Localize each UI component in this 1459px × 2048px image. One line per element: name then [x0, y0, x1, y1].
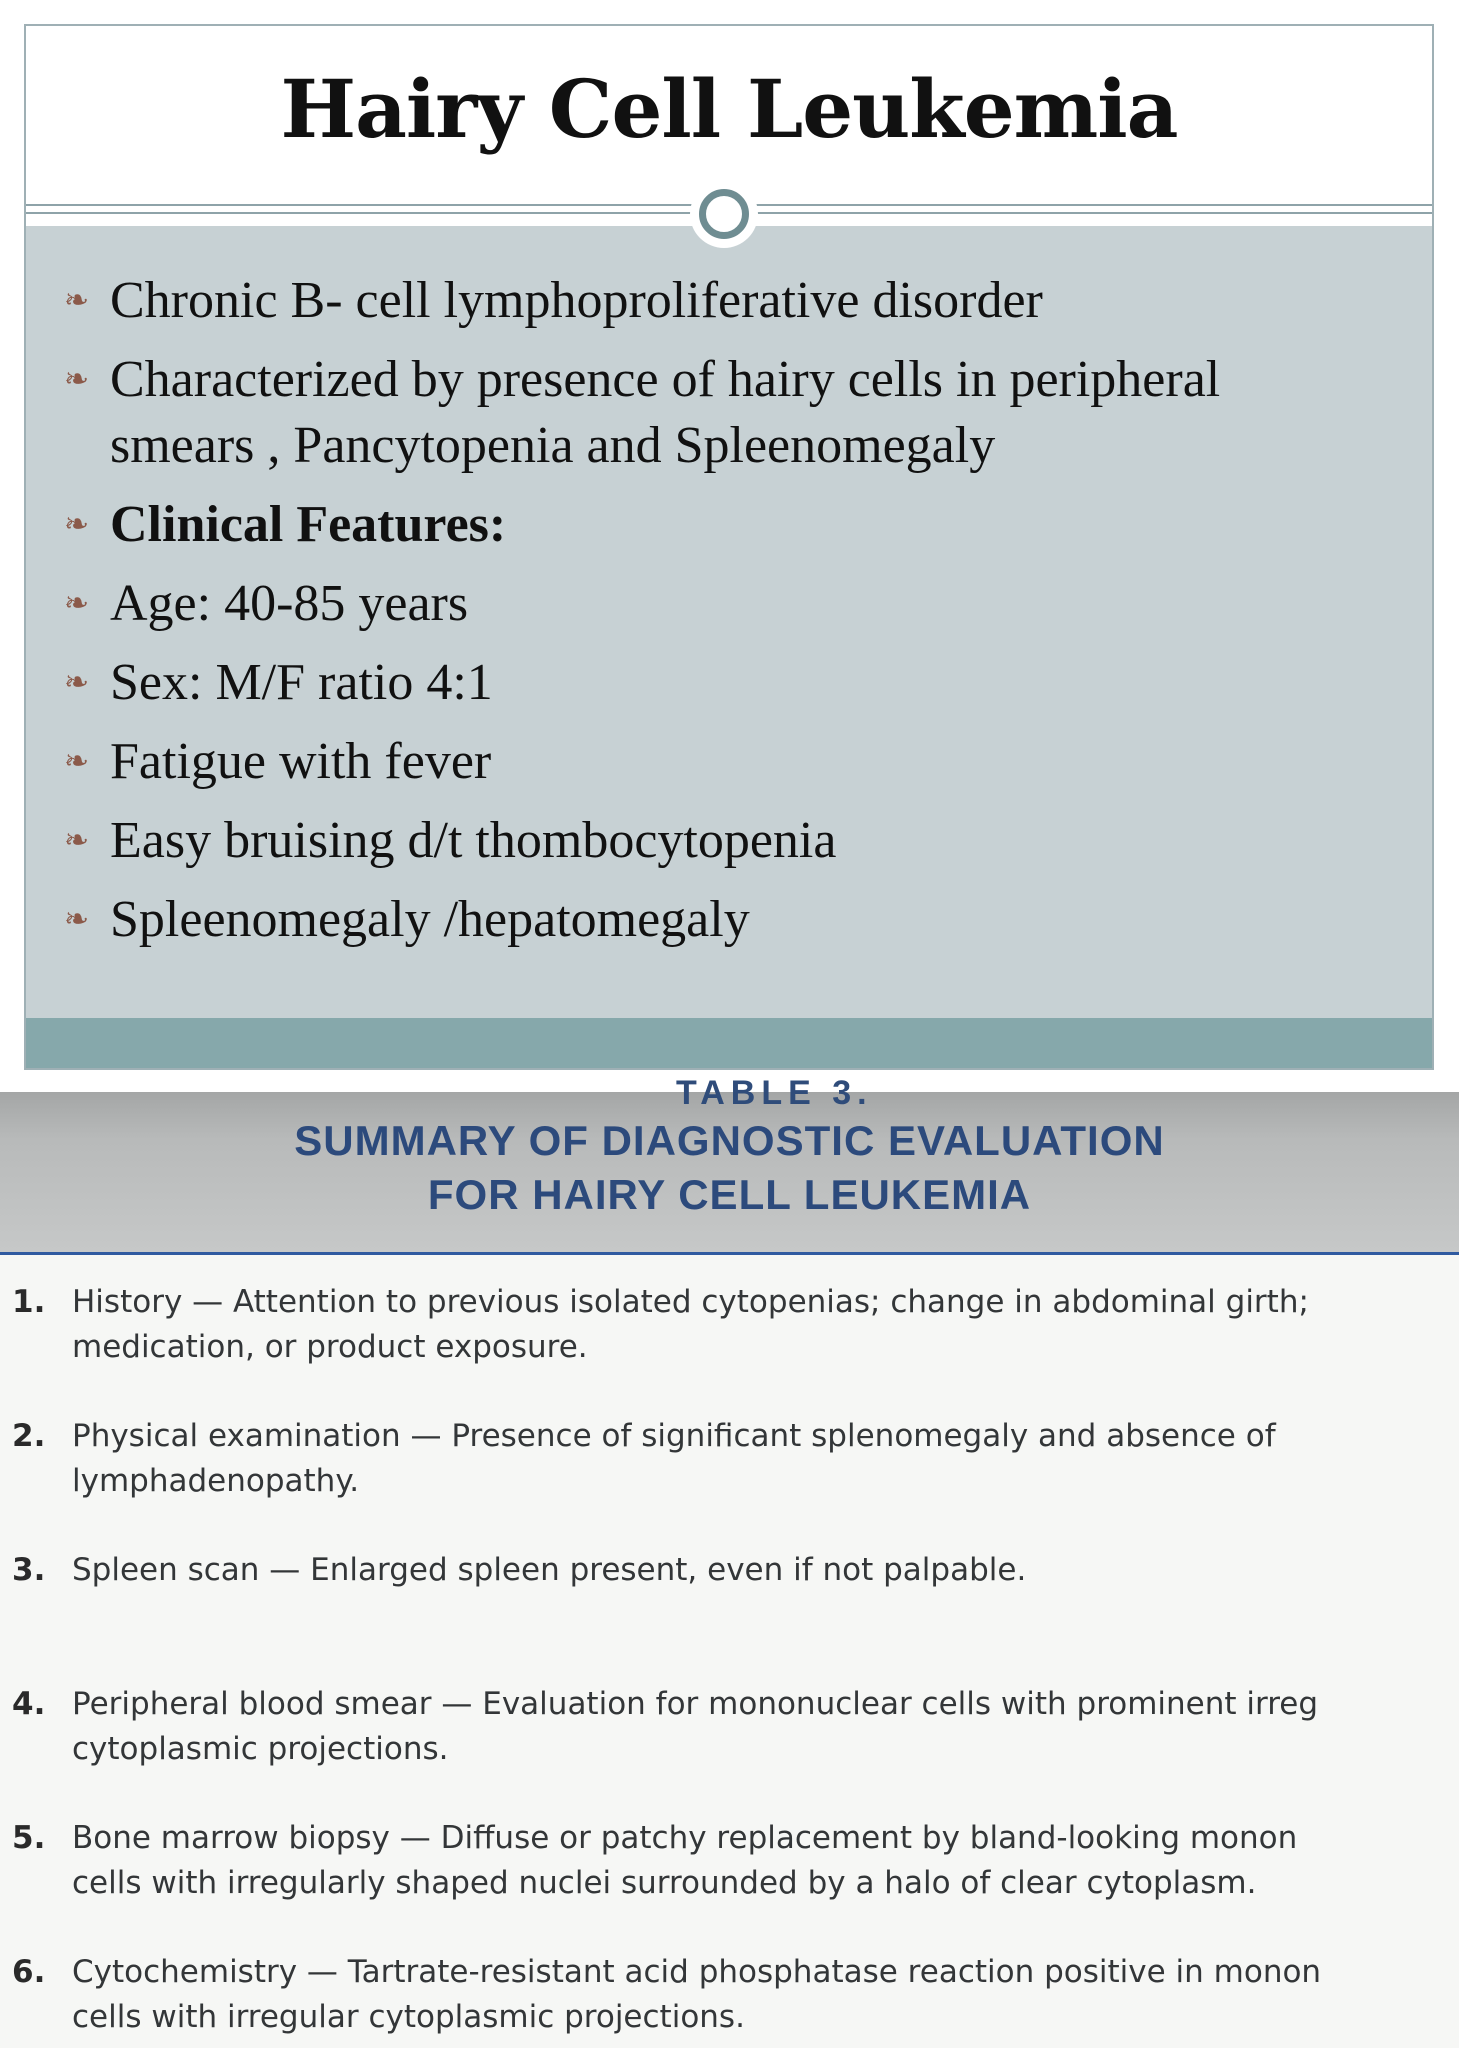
item-line: Cytochemistry — Tartrate-resistant acid phosphatase reaction positive in monon [72, 1954, 1322, 1990]
slide-header [26, 26, 1432, 204]
bullet-text: Spleenomegaly /hepatomegaly [110, 891, 750, 948]
bullet-item [64, 268, 1414, 334]
floral-bullet-icon: ❧ [64, 902, 90, 937]
floral-bullet-icon: ❧ [64, 744, 90, 779]
table-header-rule [0, 1252, 1459, 1255]
bullet-text: Fatigue with fever [110, 733, 492, 790]
bullet-text: Age: 40-85 years [110, 575, 469, 632]
bullet-text-continuation: smears , Pancytopenia and Spleenomegaly [110, 417, 996, 474]
table-number-label: TABLE 3. [676, 1074, 873, 1112]
item-line: cells with irregular cytoplasmic projections. [72, 1999, 745, 2035]
list-item [12, 1280, 1459, 1414]
bullet-item [64, 347, 1414, 479]
item-number: 4. [12, 1686, 46, 1722]
item-number: 1. [12, 1284, 46, 1320]
list-item [12, 1682, 1459, 1816]
circle-ring [699, 189, 749, 239]
slide [24, 24, 1434, 1070]
bullet-item [64, 650, 1414, 716]
bullet-text: Characterized by presence of hairy cells in peripheral [110, 351, 1221, 408]
item-line: Physical examination — Presence of significant splenomegaly and absence of [72, 1418, 1276, 1454]
item-line: Bone marrow biopsy — Diffuse or patchy replacement by bland-looking monon [72, 1820, 1298, 1856]
slide-footer-bar [26, 1018, 1432, 1068]
table-header [0, 1074, 1459, 1252]
item-line: cytoplasmic projections. [72, 1731, 449, 1767]
item-line: History — Attention to previous isolated cytopenias; change in abdominal girth; [72, 1284, 1309, 1320]
circle-ornament-icon [690, 180, 758, 248]
item-line: medication, or product exposure. [72, 1329, 588, 1365]
bullet-list [64, 268, 1414, 966]
table-title-line: SUMMARY OF DIAGNOSTIC EVALUATION [294, 1117, 1165, 1164]
bullet-item-heading [64, 492, 1414, 558]
floral-bullet-icon: ❧ [64, 823, 90, 858]
item-line: lymphadenopathy. [72, 1463, 360, 1499]
item-number: 5. [12, 1820, 46, 1856]
item-line: Spleen scan — Enlarged spleen present, even if not palpable. [72, 1552, 1027, 1588]
slide-body [26, 226, 1432, 1022]
table-title [0, 1114, 1459, 1222]
table-title-line: FOR HAIRY CELL LEUKEMIA [427, 1171, 1032, 1218]
bullet-text: Easy bruising d/t thombocytopenia [110, 812, 837, 869]
slide-title: Hairy Cell Leukemia [280, 62, 1178, 156]
item-number: 3. [12, 1552, 46, 1588]
floral-bullet-icon: ❧ [64, 362, 90, 397]
bullet-text: Sex: M/F ratio 4:1 [110, 654, 493, 711]
floral-bullet-icon: ❧ [64, 586, 90, 621]
bullet-item [64, 887, 1414, 953]
item-line: Peripheral blood smear — Evaluation for mononuclear cells with prominent irreg [72, 1686, 1319, 1722]
list-item [12, 1816, 1459, 1950]
floral-bullet-icon: ❧ [64, 665, 90, 700]
evaluation-list [12, 1280, 1459, 2048]
item-number: 2. [12, 1418, 46, 1454]
bullet-item [64, 808, 1414, 874]
bullet-item [64, 571, 1414, 637]
bullet-text: Clinical Features: [110, 496, 507, 553]
list-item [12, 1950, 1459, 2048]
bullet-text: Chronic B- cell lymphoproliferative disorder [110, 272, 1043, 329]
floral-bullet-icon: ❧ [64, 283, 90, 318]
bullet-item [64, 729, 1414, 795]
floral-bullet-icon: ❧ [64, 507, 90, 542]
list-item [12, 1414, 1459, 1548]
item-line: cells with irregularly shaped nuclei surrounded by a halo of clear cytoplasm. [72, 1865, 1257, 1901]
list-item [12, 1548, 1459, 1682]
scanned-table [0, 1074, 1459, 2048]
item-number: 6. [12, 1954, 46, 1990]
